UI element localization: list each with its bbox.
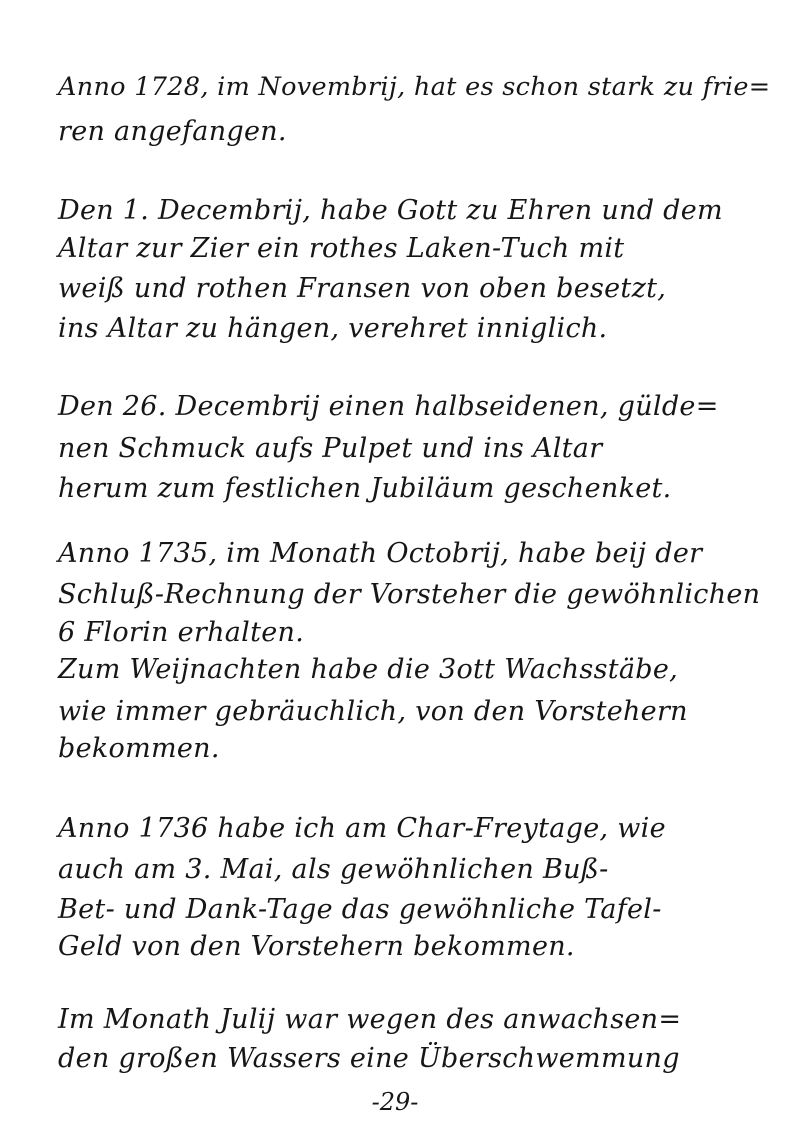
page-number: -29-	[371, 1088, 419, 1116]
text-line: weiß und rothen Fransen von oben besetzt,	[58, 273, 667, 304]
text-line: den großen Wassers eine Überschwemmung	[58, 1043, 680, 1074]
text-line: Den 1. Decembrij, habe Gott zu Ehren und dem	[58, 195, 723, 226]
text-line: ins Altar zu hängen, verehret inniglich.	[58, 313, 608, 344]
text-line: Zum Weijnachten habe die 3ott Wachsstäbe,	[58, 654, 679, 685]
text-line: auch am 3. Mai, als gewöhnlichen Buß-	[58, 854, 609, 885]
text-line: Anno 1736 habe ich am Char-Freytage, wie	[58, 813, 666, 844]
text-line: wie immer gebräuchlich, von den Vorstehern	[58, 696, 688, 727]
text-line: herum zum festlichen Jubiläum geschenket.	[58, 473, 672, 504]
text-line: ren angefangen.	[58, 116, 287, 147]
text-line: Anno 1728, im Novembrij, hat es schon stark zu frie=	[58, 72, 771, 102]
text-line: Den 26. Decembrij einen halbseidenen, gülde=	[58, 391, 719, 422]
text-line: Altar zur Zier ein rothes Laken-Tuch mit	[58, 233, 625, 264]
text-line: nen Schmuck aufs Pulpet und ins Altar	[58, 433, 603, 464]
text-line: Anno 1735, im Monath Octobrij, habe beij der	[58, 538, 703, 569]
text-line: Geld von den Vorstehern bekommen.	[58, 931, 575, 962]
text-line: bekommen.	[58, 733, 220, 764]
text-line: Bet- und Dank-Tage das gewöhnliche Tafel-	[58, 894, 662, 925]
text-line: Schluß-Rechnung der Vorsteher die gewöhnlichen	[58, 579, 761, 610]
text-line: Im Monath Julij war wegen des anwachsen=	[58, 1004, 682, 1035]
text-line: 6 Florin erhalten.	[58, 617, 305, 648]
